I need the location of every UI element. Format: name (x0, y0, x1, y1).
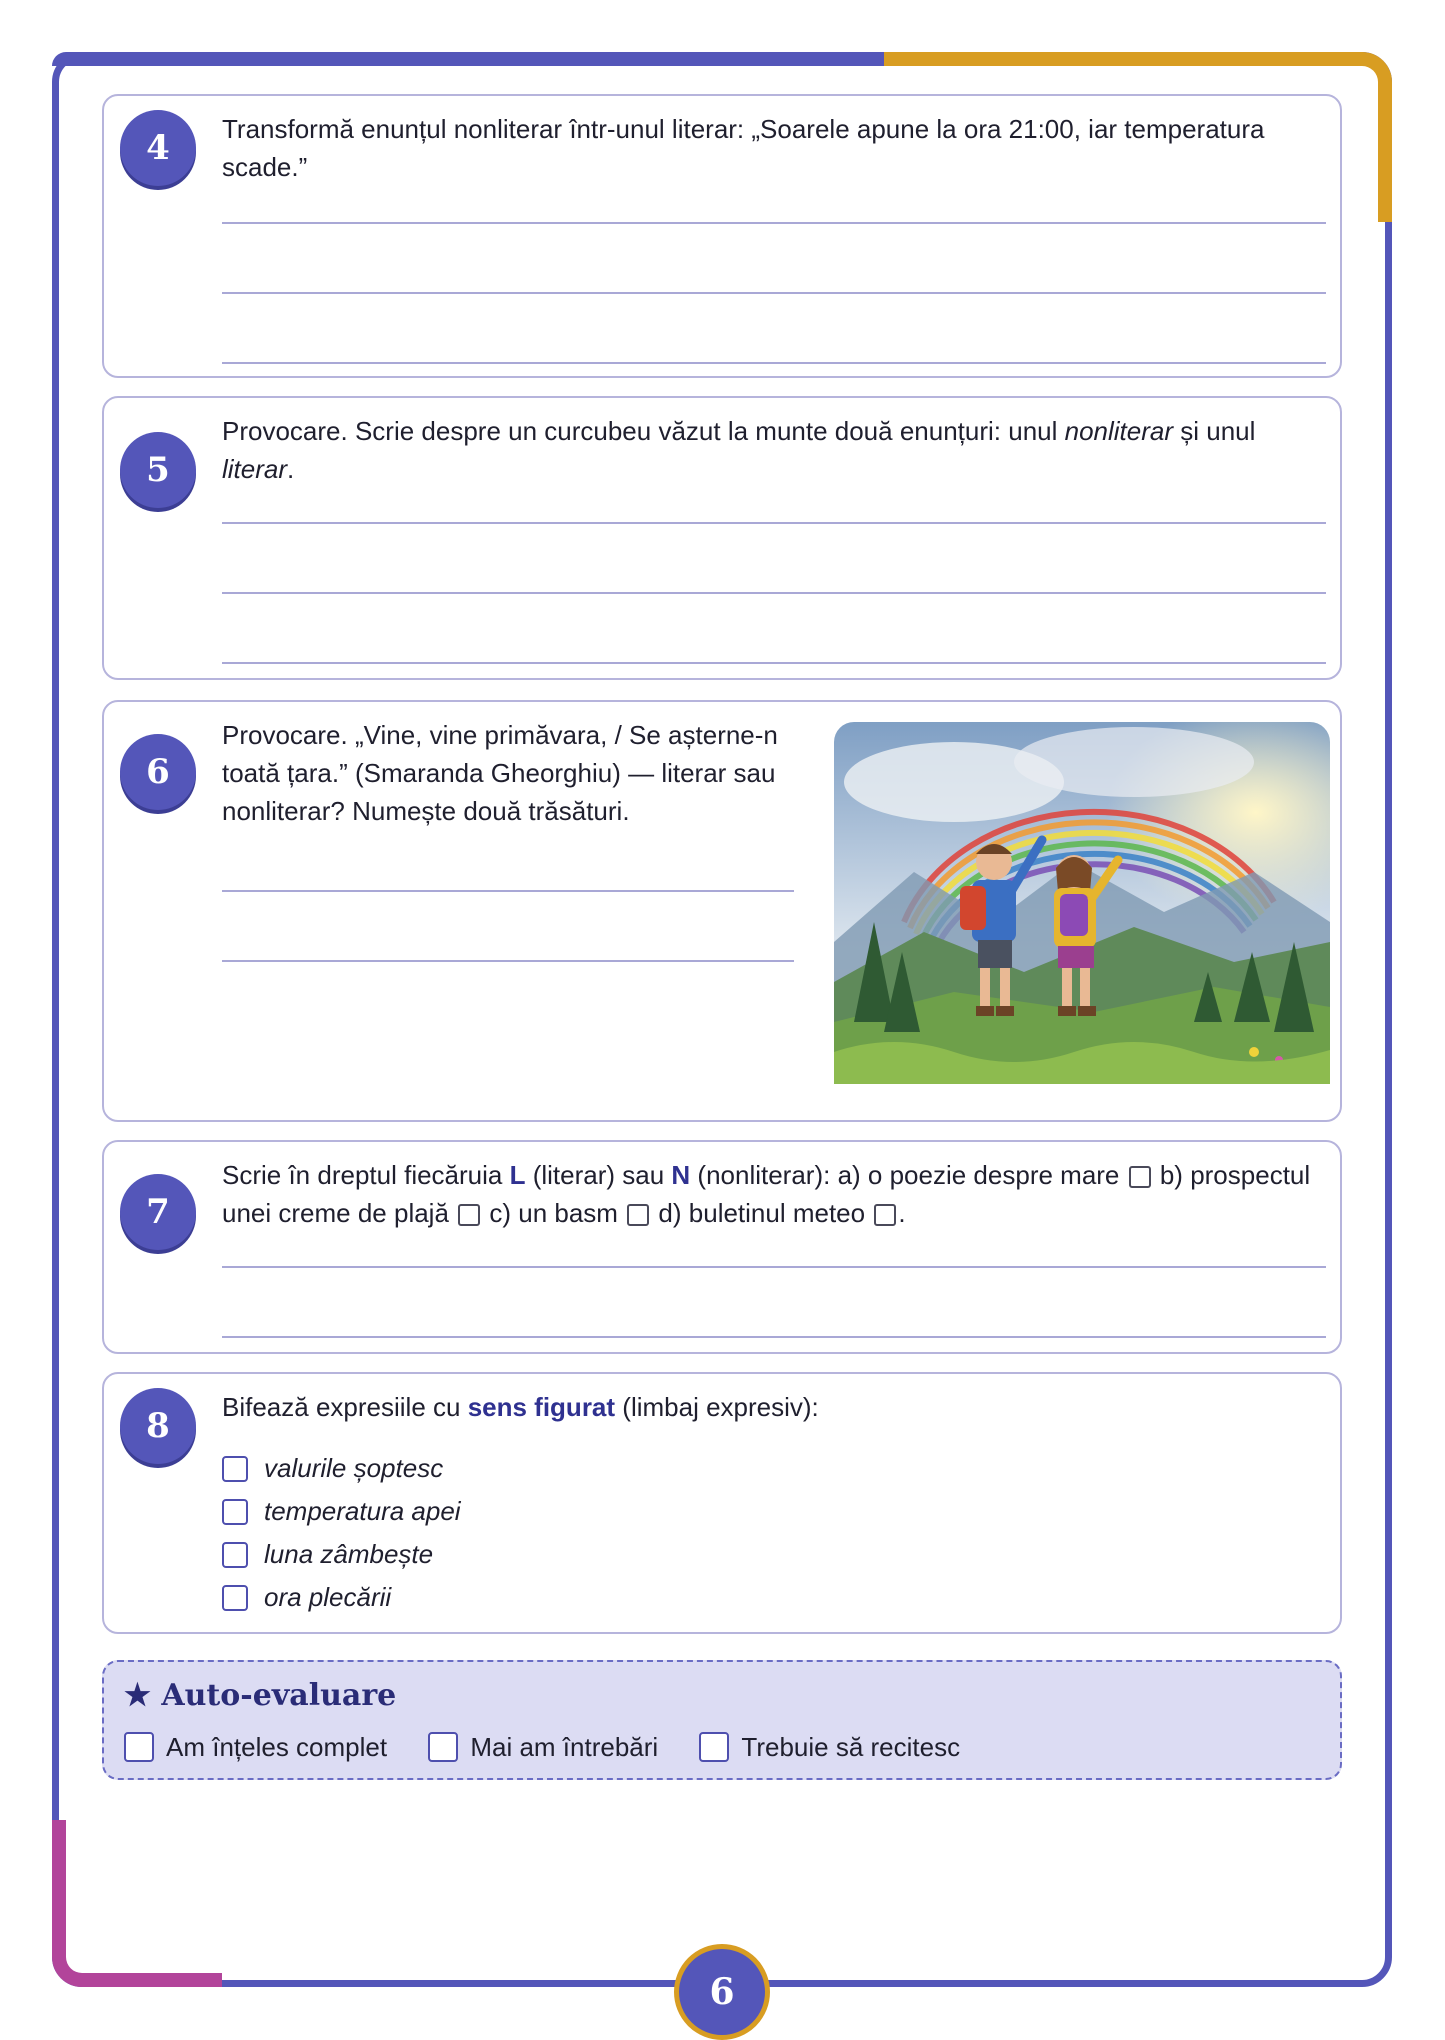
prompt-text: d) buletinul meteo (651, 1198, 873, 1228)
answer-line[interactable] (222, 222, 1326, 224)
label-nonliterar: N (671, 1160, 691, 1190)
answer-box-a[interactable] (1129, 1166, 1151, 1188)
checkbox[interactable] (699, 1732, 729, 1762)
exercise-4-prompt: Transformă enunțul nonliterar într-unul literar: „Soarele apune la ora 21:00, iar temperatura scade.” (222, 114, 1265, 182)
exercise-5-card (102, 396, 1342, 680)
answer-line[interactable] (222, 362, 1326, 364)
exercise-number: 7 (120, 1174, 196, 1250)
prompt-text: Bifează expresiile cu (222, 1392, 468, 1422)
checkbox-option[interactable] (222, 1450, 443, 1486)
checkbox-option[interactable] (222, 1493, 461, 1529)
prompt-emphasis: literar (222, 454, 288, 484)
checkbox[interactable] (124, 1732, 154, 1762)
answer-box-b[interactable] (458, 1204, 480, 1226)
checkbox[interactable] (222, 1456, 248, 1482)
frame-accent-blue (52, 52, 886, 66)
exercise-8-card (102, 1372, 1342, 1634)
option-label: Mai am întrebări (470, 1732, 659, 1762)
prompt-strong: sens figurat (467, 1392, 616, 1422)
answer-line[interactable] (222, 592, 1326, 594)
exercise-number: 4 (120, 110, 196, 186)
prompt-emphasis: nonliterar (1064, 416, 1174, 446)
exercise-7-prompt (222, 1156, 1326, 1232)
option-label: Am înțeles complet (166, 1732, 388, 1762)
prompt-text: . (287, 454, 295, 484)
prompt-text: (limbaj expresiv): (615, 1392, 819, 1422)
exercise-7-card (102, 1140, 1342, 1354)
self-eval-option[interactable] (699, 1732, 960, 1762)
answer-line[interactable] (222, 890, 794, 892)
label-literar: L (509, 1160, 526, 1190)
answer-box-d[interactable] (874, 1204, 896, 1226)
exercise-5-prompt (222, 412, 1326, 488)
checkbox-option[interactable] (222, 1536, 433, 1572)
exercise-6-prompt: Provocare. „Vine, vine primăvara, / Se așterne-n toată țara.” (Smaranda Gheorghiu) — literar sau nonliterar? Numește două trăsături. (222, 720, 778, 826)
self-evaluation-box (102, 1660, 1342, 1780)
exercise-4-card (102, 94, 1342, 378)
page-number: 6 (674, 1944, 770, 2040)
rainbow-mountain-illustration (834, 722, 1330, 1084)
answer-line[interactable] (222, 292, 1326, 294)
answer-line[interactable] (222, 960, 794, 962)
exercise-number: 5 (120, 432, 196, 508)
answer-line[interactable] (222, 1336, 1326, 1338)
self-evaluation-options (124, 1732, 994, 1763)
exercise-8-prompt (222, 1388, 1326, 1426)
answer-line[interactable] (222, 1266, 1326, 1268)
checkbox[interactable] (428, 1732, 458, 1762)
prompt-text: c) un basm (482, 1198, 626, 1228)
exercise-number: 8 (120, 1388, 196, 1464)
option-label: luna zâmbește (264, 1539, 434, 1569)
checkbox[interactable] (222, 1499, 248, 1525)
self-evaluation-title: ★ Auto-evaluare (124, 1678, 397, 1713)
exercise-number: 6 (120, 734, 196, 810)
prompt-text: (nonliterar): a) o poezie despre mare (690, 1160, 1127, 1190)
checkbox[interactable] (222, 1542, 248, 1568)
prompt-text: (literar) sau (525, 1160, 672, 1190)
checkbox[interactable] (222, 1585, 248, 1611)
checkbox-option[interactable] (222, 1579, 391, 1615)
prompt-text: . (898, 1198, 906, 1228)
option-label: ora plecării (264, 1582, 392, 1612)
answer-box-c[interactable] (627, 1204, 649, 1226)
prompt-text: Scrie în dreptul fiecăruia (222, 1160, 510, 1190)
frame-accent-magenta (52, 1820, 222, 1987)
option-label: Trebuie să recitesc (741, 1732, 961, 1762)
prompt-text: b) prospectul unei creme de plajă (222, 1160, 1311, 1228)
prompt-text: și unul (1173, 416, 1256, 446)
option-label: temperatura apei (264, 1496, 461, 1526)
answer-line[interactable] (222, 522, 1326, 524)
option-label: valurile șoptesc (264, 1453, 444, 1483)
answer-line[interactable] (222, 662, 1326, 664)
prompt-text: Provocare. Scrie despre un curcubeu văzut la munte două enunțuri: unul (222, 416, 1065, 446)
self-eval-option[interactable] (428, 1732, 658, 1762)
exercise-6-card (102, 700, 1342, 1122)
self-eval-option[interactable] (124, 1732, 387, 1762)
